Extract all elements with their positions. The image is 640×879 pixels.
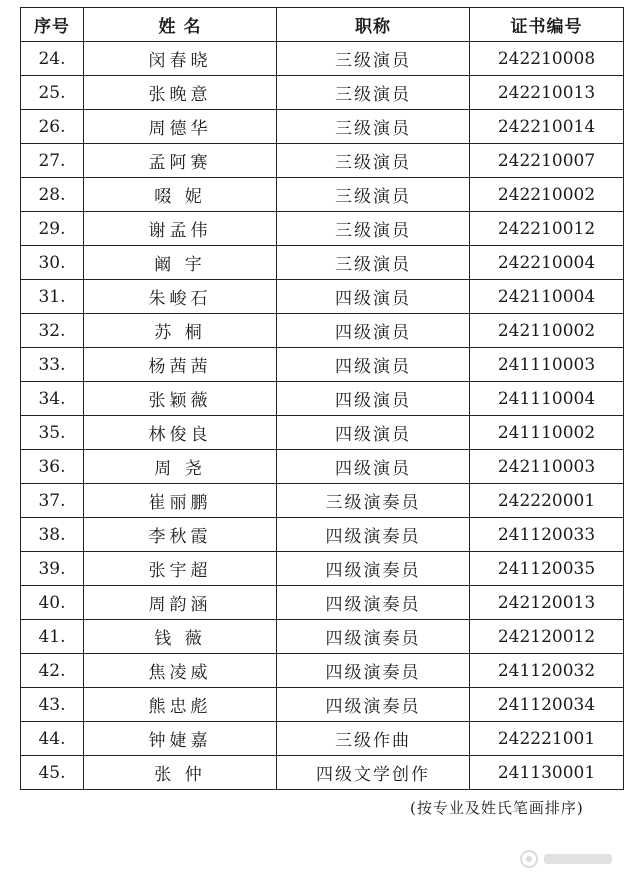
roster-table [20,7,624,790]
table-row [21,42,624,76]
row-title: 四级演员 [277,314,470,348]
row-title: 四级演员 [277,416,470,450]
row-name: 焦凌威 [84,654,277,688]
row-title: 四级演奏员 [277,620,470,654]
row-name: 周 尧 [84,450,277,484]
header-cert: 证书编号 [470,8,624,42]
row-title: 四级演员 [277,450,470,484]
row-cert: 242210002 [470,178,624,212]
table-row [21,314,624,348]
row-no: 28. [21,178,84,212]
row-cert: 242110003 [470,450,624,484]
row-title: 四级演奏员 [277,552,470,586]
row-name: 李秋霞 [84,518,277,552]
row-title: 三级演员 [277,76,470,110]
row-name: 杨茜茜 [84,348,277,382]
table-row [21,416,624,450]
footnote: (按专业及姓氏笔画排序) [410,799,584,817]
row-no: 42. [21,654,84,688]
table-row [21,484,624,518]
row-no: 27. [21,144,84,178]
row-name: 熊忠彪 [84,688,277,722]
row-title: 四级演员 [277,382,470,416]
row-cert: 242220001 [470,484,624,518]
row-cert: 242110002 [470,314,624,348]
table-row [21,178,624,212]
row-no: 25. [21,76,84,110]
row-title: 三级演员 [277,212,470,246]
row-cert: 241110003 [470,348,624,382]
table-row [21,212,624,246]
row-cert: 242210014 [470,110,624,144]
table-body [21,42,624,790]
row-title: 四级演员 [277,348,470,382]
row-no: 24. [21,42,84,76]
row-no: 29. [21,212,84,246]
row-no: 40. [21,586,84,620]
row-no: 32. [21,314,84,348]
header-name: 姓 名 [84,8,277,42]
row-no: 35. [21,416,84,450]
row-no: 26. [21,110,84,144]
row-name: 张颖薇 [84,382,277,416]
row-name: 苏 桐 [84,314,277,348]
table-row [21,450,624,484]
row-cert: 242120013 [470,586,624,620]
row-no: 39. [21,552,84,586]
table-row [21,620,624,654]
row-name: 张 仲 [84,756,277,790]
table-header-row [21,8,624,42]
row-no: 31. [21,280,84,314]
row-title: 四级文学创作 [277,756,470,790]
row-cert: 242221001 [470,722,624,756]
table-row [21,382,624,416]
row-name: 钟婕嘉 [84,722,277,756]
row-cert: 241110002 [470,416,624,450]
table-row [21,348,624,382]
row-no: 44. [21,722,84,756]
row-name: 闵春晓 [84,42,277,76]
row-no: 38. [21,518,84,552]
row-name: 张宇超 [84,552,277,586]
row-title: 四级演奏员 [277,586,470,620]
row-cert: 241120032 [470,654,624,688]
row-name: 阚 宇 [84,246,277,280]
table-row [21,688,624,722]
row-title: 三级演员 [277,178,470,212]
row-title: 四级演奏员 [277,518,470,552]
row-no: 34. [21,382,84,416]
table-row [21,654,624,688]
row-title: 三级演员 [277,110,470,144]
row-name: 周韵涵 [84,586,277,620]
row-cert: 242210013 [470,76,624,110]
row-cert: 242110004 [470,280,624,314]
row-title: 三级作曲 [277,722,470,756]
row-name: 啜 妮 [84,178,277,212]
row-title: 三级演员 [277,246,470,280]
table-row [21,722,624,756]
row-name: 林俊良 [84,416,277,450]
row-no: 30. [21,246,84,280]
row-name: 钱 薇 [84,620,277,654]
row-cert: 241130001 [470,756,624,790]
row-name: 谢孟伟 [84,212,277,246]
table-row [21,144,624,178]
row-title: 四级演员 [277,280,470,314]
row-no: 36. [21,450,84,484]
row-title: 四级演奏员 [277,688,470,722]
table-row [21,586,624,620]
row-title: 三级演奏员 [277,484,470,518]
row-name: 崔丽鹏 [84,484,277,518]
row-name: 孟阿赛 [84,144,277,178]
table-row [21,110,624,144]
row-cert: 241120033 [470,518,624,552]
row-title: 四级演奏员 [277,654,470,688]
row-no: 37. [21,484,84,518]
table-row [21,756,624,790]
row-cert: 242120012 [470,620,624,654]
row-cert: 241120035 [470,552,624,586]
row-cert: 241110004 [470,382,624,416]
row-no: 43. [21,688,84,722]
table-row [21,552,624,586]
table-row [21,76,624,110]
row-no: 45. [21,756,84,790]
row-no: 33. [21,348,84,382]
row-cert: 242210012 [470,212,624,246]
row-name: 周德华 [84,110,277,144]
row-cert: 241120034 [470,688,624,722]
row-name: 朱峻石 [84,280,277,314]
row-title: 三级演员 [277,42,470,76]
table-row [21,280,624,314]
row-no: 41. [21,620,84,654]
header-no: 序号 [21,8,84,42]
table-row [21,518,624,552]
row-title: 三级演员 [277,144,470,178]
header-title: 职称 [277,8,470,42]
watermark-logo-icon [518,848,618,870]
row-name: 张晚意 [84,76,277,110]
row-cert: 242210008 [470,42,624,76]
row-cert: 242210004 [470,246,624,280]
row-cert: 242210007 [470,144,624,178]
table-row [21,246,624,280]
